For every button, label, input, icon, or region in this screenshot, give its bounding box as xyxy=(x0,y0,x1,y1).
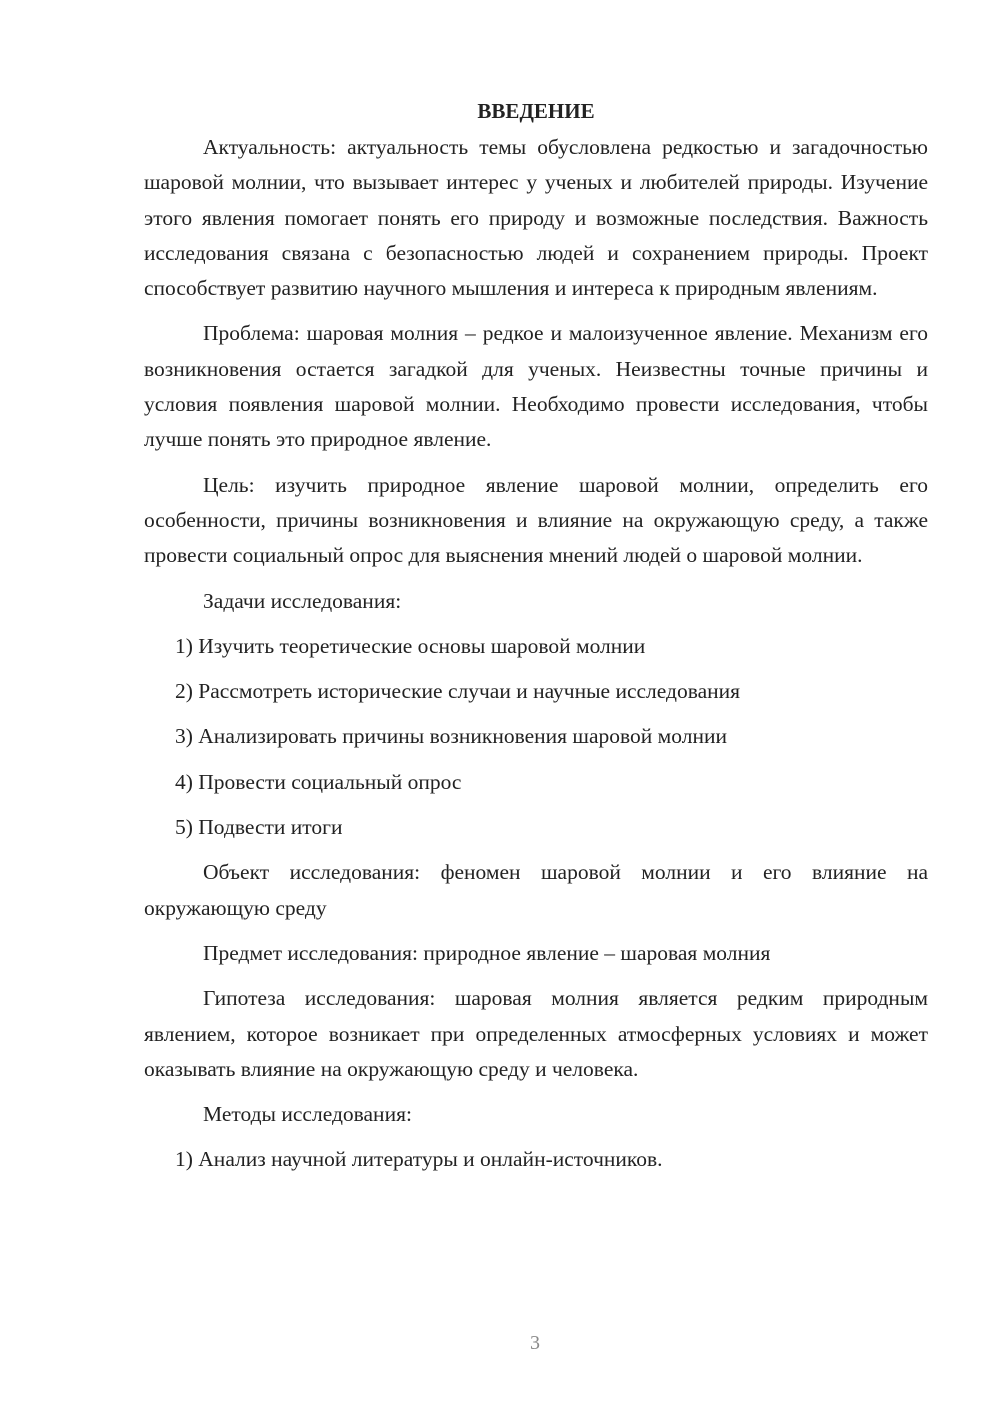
goal-paragraph: Цель: изучить природное явление шаровой молнии, определить его особенности, причины возникновения и влияние на окружающую среду, а также провести социальный опрос для выяснения мнений людей о шаровой молнии. xyxy=(144,472,928,568)
object-paragraph: Объект исследования: феномен шаровой молнии и его влияние на окружающую среду xyxy=(144,860,928,920)
list-item: 2) Рассмотреть исторические случаи и научные исследования xyxy=(175,679,741,704)
list-item: 4) Провести социальный опрос xyxy=(175,769,462,794)
hypothesis-paragraph: Гипотеза исследования: шаровая молния является редким природным явлением, которое возникает при определенных атмосферных условиях и может оказывать влияние на окружающую среду и человека. xyxy=(144,986,928,1081)
relevance-paragraph: Актуальность: актуальность темы обусловлена редкостью и загадочностью шаровой молнии, что вызывает интерес у ученых и любителей природы. Изучение этого явления помогает понять его природу и возможные последствия. Важность исследования связана с безопасностью людей и сохранением природы. Проект способствует развитию научного мышления и интереса к природным явлениям. xyxy=(144,135,928,301)
page-number: 3 xyxy=(530,1332,540,1354)
document-page xyxy=(144,96,928,1188)
methods-heading: Методы исследования: xyxy=(203,1102,412,1127)
problem-paragraph: Проблема: шаровая молния – редкое и малоизученное явление. Механизм его возникновения остается загадкой для ученых. Неизвестны точные причины и условия появления шаровой молнии. Необходимо провести исследования, чтобы лучше понять это природное явление. xyxy=(144,321,928,452)
section-title: ВВЕДЕНИЕ xyxy=(477,99,595,123)
tasks-list xyxy=(144,629,928,845)
methods-list xyxy=(144,1142,928,1177)
tasks-heading: Задачи исследования: xyxy=(203,588,402,613)
list-item: 3) Анализировать причины возникновения шаровой молнии xyxy=(175,724,727,749)
list-item: 1) Изучить теоретические основы шаровой молнии xyxy=(175,633,646,658)
list-item: 1) Анализ научной литературы и онлайн-источников. xyxy=(175,1147,663,1172)
subject-paragraph: Предмет исследования: природное явление – шаровая молния xyxy=(203,940,771,965)
list-item: 5) Подвести итоги xyxy=(175,815,343,840)
